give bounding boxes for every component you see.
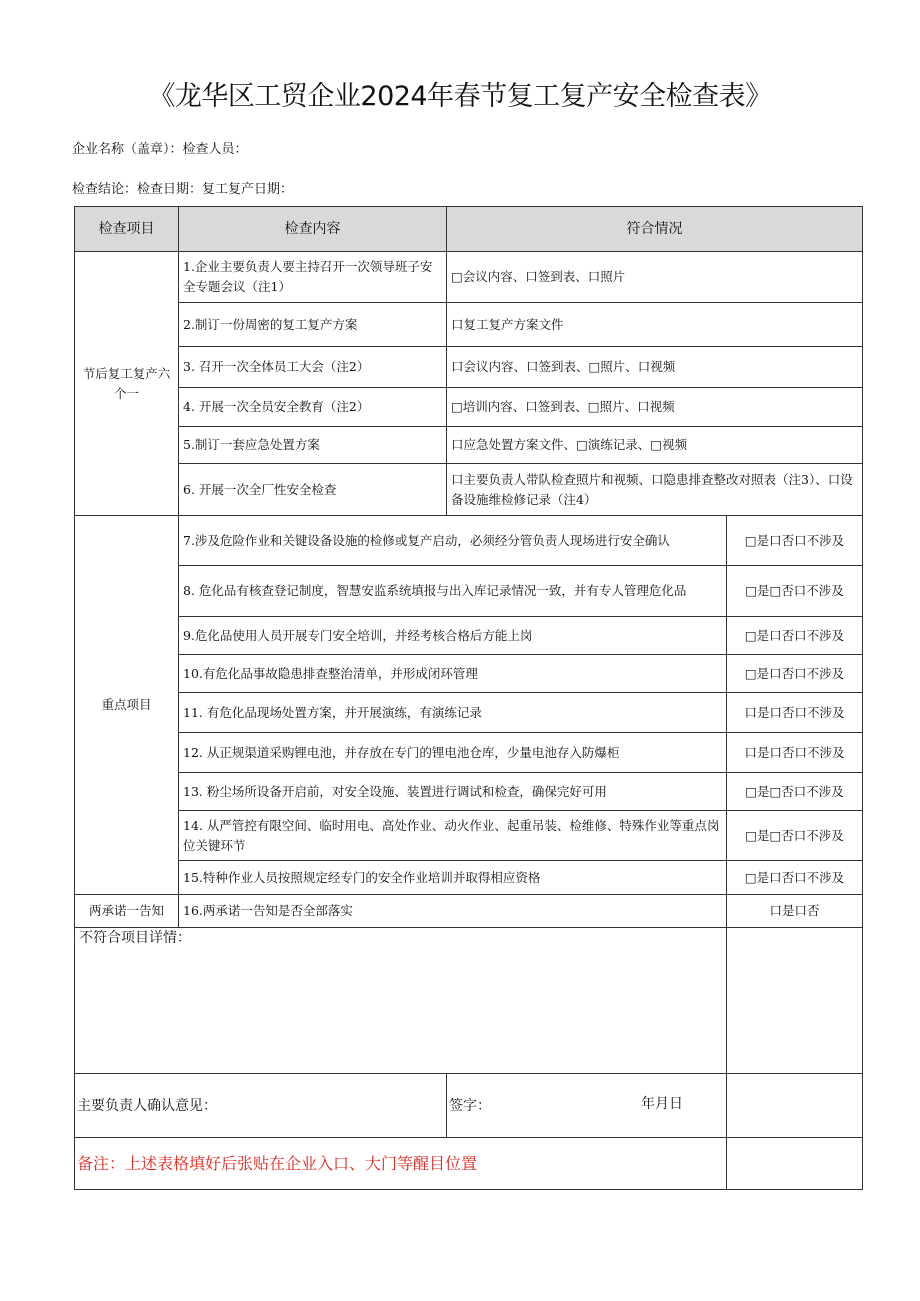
- section1-label: 节后复工复产六个一: [75, 252, 179, 516]
- confirm-label[interactable]: 主要负责人确认意见：: [75, 1074, 447, 1138]
- confirm-blank: [727, 1074, 863, 1138]
- header-compliance: 符合情况: [447, 207, 863, 252]
- row-content: 9.危化品使用人员开展专门安全培训，并经考核合格后方能上岗: [179, 617, 727, 655]
- row-status[interactable]: □是□否口不涉及: [727, 773, 863, 811]
- noncompliance-row: [75, 928, 863, 1074]
- row-status[interactable]: 口是口否口不涉及: [727, 733, 863, 773]
- row-status[interactable]: □是口否口不涉及: [727, 516, 863, 566]
- row-status[interactable]: 口是口否: [727, 895, 863, 928]
- note-blank: [727, 1138, 863, 1190]
- sign-label: 签字：: [449, 1097, 491, 1114]
- table-row: [75, 861, 863, 895]
- row-status[interactable]: 口复工复产方案文件: [447, 303, 863, 347]
- page-title: 《龙华区工贸企业2024年春节复工复产安全检查表》: [148, 81, 772, 112]
- company-inspector-line: 企业名称（盖章）：检查人员：: [72, 142, 248, 157]
- row-status[interactable]: 口会议内容、口签到表、□照片、口视频: [447, 347, 863, 388]
- row-content: 4. 开展一次全员安全教育（注2）: [179, 388, 447, 427]
- noncompliance-blank: [727, 928, 863, 1074]
- table-header-row: [75, 207, 863, 252]
- table-row: [75, 733, 863, 773]
- row-content: 5.制订一套应急处置方案: [179, 427, 447, 464]
- row-content: 2.制订一份周密的复工复产方案: [179, 303, 447, 347]
- row-content: 14. 从严管控有限空间、临时用电、高处作业、动火作业、起重吊装、检维修、特殊作业等重点岗位关键环节: [179, 811, 727, 861]
- row-content: 1.企业主要负责人要主持召开一次领导班子安全专题会议（注1）: [179, 252, 447, 303]
- row-status[interactable]: □是口否口不涉及: [727, 655, 863, 693]
- table-row: [75, 655, 863, 693]
- row-status[interactable]: 口主要负责人带队检查照片和视频、口隐患排查整改对照表（注3）、口设备设施维检修记录（注4）: [447, 464, 863, 516]
- row-status[interactable]: □培训内容、口签到表、□照片、口视频: [447, 388, 863, 427]
- table-row: [75, 427, 863, 464]
- row-status[interactable]: □是□否口不涉及: [727, 811, 863, 861]
- table-row: [75, 617, 863, 655]
- row-content: 16.两承诺一告知是否全部落实: [179, 895, 727, 928]
- section2-label: 重点项目: [75, 516, 179, 895]
- table-row: [75, 388, 863, 427]
- date-label: 年月日: [641, 1096, 683, 1112]
- signature-cell[interactable]: [447, 1074, 727, 1138]
- header-item: 检查项目: [75, 207, 179, 252]
- table-row: [75, 464, 863, 516]
- table-row: [75, 811, 863, 861]
- row-status[interactable]: 口是口否口不涉及: [727, 693, 863, 733]
- confirm-row: [75, 1074, 863, 1138]
- row-status[interactable]: □是口否口不涉及: [727, 617, 863, 655]
- table-row: [75, 693, 863, 733]
- table-row: [75, 347, 863, 388]
- noncompliance-label[interactable]: 不符合项目详情：: [75, 928, 727, 1074]
- table-row: [75, 303, 863, 347]
- row-content: 3. 召开一次全体员工大会（注2）: [179, 347, 447, 388]
- row-content: 12. 从正规渠道采购锂电池，并存放在专门的锂电池仓库，少量电池存入防爆柜: [179, 733, 727, 773]
- section3-label: 两承诺一告知: [75, 895, 179, 928]
- table-row: [75, 252, 863, 303]
- header-content: 检查内容: [179, 207, 447, 252]
- table-row: [75, 773, 863, 811]
- row-content: 11. 有危化品现场处置方案，并开展演练，有演练记录: [179, 693, 727, 733]
- inspection-table: [74, 206, 863, 1190]
- row-content: 10.有危化品事故隐患排查整治清单，并形成闭环管理: [179, 655, 727, 693]
- row-content: 15.特种作业人员按照规定经专门的安全作业培训并取得相应资格: [179, 861, 727, 895]
- row-content: 8. 危化品有核查登记制度，智慧安监系统填报与出入库记录情况一致，并有专人管理危化品: [179, 566, 727, 617]
- table-row: [75, 516, 863, 566]
- row-status[interactable]: 口应急处置方案文件、□演练记录、□视频: [447, 427, 863, 464]
- conclusion-date-line: 检查结论：检查日期：复工复产日期：: [72, 182, 294, 197]
- table-row: [75, 895, 863, 928]
- row-content: 7.涉及危险作业和关键设备设施的检修或复产启动，必须经分管负责人现场进行安全确认: [179, 516, 727, 566]
- row-content: 13. 粉尘场所设备开启前，对安全设施、装置进行调试和检查，确保完好可用: [179, 773, 727, 811]
- row-status[interactable]: □是口否口不涉及: [727, 861, 863, 895]
- row-status[interactable]: □会议内容、口签到表、口照片: [447, 252, 863, 303]
- note-text: 备注：上述表格填好后张贴在企业入口、大门等醒目位置: [75, 1138, 727, 1190]
- table-row: [75, 566, 863, 617]
- row-status[interactable]: □是□否口不涉及: [727, 566, 863, 617]
- row-content: 6. 开展一次全厂性安全检查: [179, 464, 447, 516]
- note-row: [75, 1138, 863, 1190]
